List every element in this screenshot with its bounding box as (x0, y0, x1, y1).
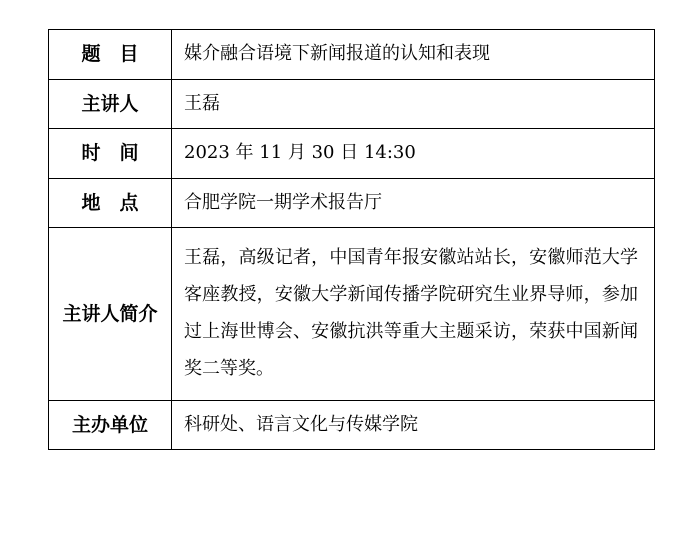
row-value-organizer: 科研处、语言文化与传媒学院 (172, 400, 655, 450)
row-label-bio: 主讲人简介 (49, 228, 172, 401)
table-row (49, 30, 655, 80)
table-row (49, 178, 655, 228)
row-label-organizer: 主办单位 (49, 400, 172, 450)
row-value-speaker: 王磊 (172, 79, 655, 129)
table-row (49, 228, 655, 401)
table-row (49, 129, 655, 179)
row-value-bio: 王磊，高级记者，中国青年报安徽站站长，安徽师范大学客座教授，安徽大学新闻传播学院研究生业界导师，参加过上海世博会、安徽抗洪等重大主题采访，荣获中国新闻奖二等奖。 (172, 228, 655, 401)
table-row (49, 400, 655, 450)
table-body (49, 30, 655, 450)
row-value-time: 2023 年 11 月 30 日 14:30 (172, 129, 655, 179)
table-row (49, 79, 655, 129)
row-label-time: 时 间 (49, 129, 172, 179)
row-label-speaker: 主讲人 (49, 79, 172, 129)
row-value-title: 媒介融合语境下新闻报道的认知和表现 (172, 30, 655, 80)
lecture-info-table (48, 29, 655, 450)
row-label-location: 地 点 (49, 178, 172, 228)
row-value-location: 合肥学院一期学术报告厅 (172, 178, 655, 228)
row-label-title: 题 目 (49, 30, 172, 80)
